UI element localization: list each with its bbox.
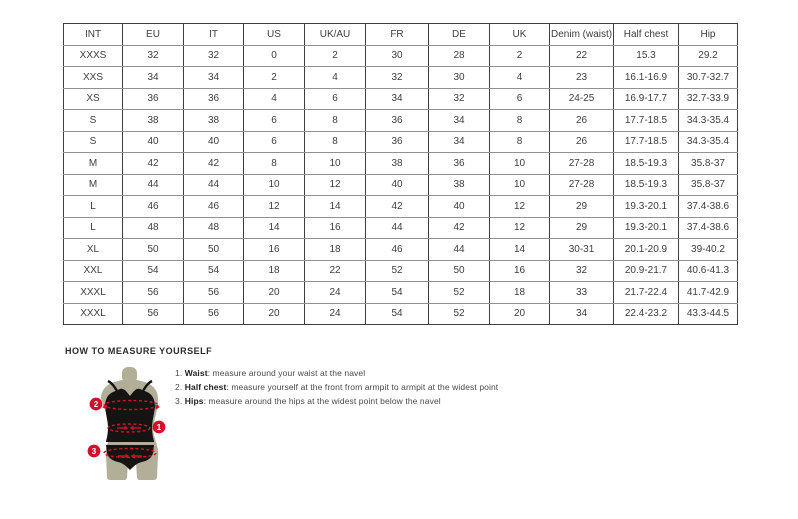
table-cell: 16 [490, 260, 550, 282]
table-cell: 21.7-22.4 [614, 282, 679, 304]
table-cell: 30 [366, 45, 429, 67]
table-cell: 26 [550, 131, 614, 153]
table-cell: 14 [244, 217, 305, 239]
table-cell: 56 [123, 282, 184, 304]
table-cell: 40 [123, 131, 184, 153]
table-cell: 41.7-42.9 [679, 282, 738, 304]
table-cell: 2 [305, 45, 366, 67]
measure-instruction-item [175, 369, 535, 379]
table-cell: 12 [305, 174, 366, 196]
size-label-cell: XXXL [64, 282, 123, 304]
table-cell: 30-31 [550, 239, 614, 261]
size-label-cell: L [64, 196, 123, 218]
table-cell: 35.8-37 [679, 174, 738, 196]
table-row [64, 217, 738, 239]
table-cell: 26 [550, 110, 614, 132]
column-header: DE [429, 24, 490, 46]
table-cell: 44 [123, 174, 184, 196]
column-header: Hip [679, 24, 738, 46]
badge-hips-number: 3 [91, 447, 97, 456]
column-header: FR [366, 24, 429, 46]
table-cell: 12 [490, 217, 550, 239]
size-label-cell: XXL [64, 260, 123, 282]
table-row [64, 110, 738, 132]
table-cell: 16.1-16.9 [614, 67, 679, 89]
table-row [64, 282, 738, 304]
column-header: INT [64, 24, 123, 46]
table-row [64, 303, 738, 325]
table-cell: 40 [366, 174, 429, 196]
table-cell: 39-40.2 [679, 239, 738, 261]
instruction-label: Waist [184, 368, 208, 378]
table-cell: 22.4-23.2 [614, 303, 679, 325]
table-cell: 34.3-35.4 [679, 131, 738, 153]
table-cell: 18 [305, 239, 366, 261]
table-cell: 42 [366, 196, 429, 218]
table-cell: 50 [429, 260, 490, 282]
table-cell: 24 [305, 282, 366, 304]
table-cell: 32 [550, 260, 614, 282]
table-cell: 50 [123, 239, 184, 261]
table-cell: 18 [490, 282, 550, 304]
table-cell: 52 [366, 260, 429, 282]
table-cell: 42 [123, 153, 184, 175]
table-cell: 22 [550, 45, 614, 67]
table-cell: 30 [429, 67, 490, 89]
table-cell: 27-28 [550, 153, 614, 175]
table-cell: 56 [184, 282, 244, 304]
table-cell: 29 [550, 196, 614, 218]
table-cell: 38 [123, 110, 184, 132]
table-cell: 0 [244, 45, 305, 67]
table-cell: 54 [366, 303, 429, 325]
instruction-text: : measure around your waist at the navel [207, 368, 366, 378]
table-cell: 12 [490, 196, 550, 218]
table-cell: 56 [123, 303, 184, 325]
table-cell: 8 [305, 131, 366, 153]
table-cell: 29.2 [679, 45, 738, 67]
table-cell: 32 [123, 45, 184, 67]
column-header: Half chest [614, 24, 679, 46]
table-cell: 54 [366, 282, 429, 304]
table-cell: 52 [429, 303, 490, 325]
table-cell: 14 [490, 239, 550, 261]
table-cell: 42 [184, 153, 244, 175]
table-row [64, 67, 738, 89]
table-cell: 20 [244, 303, 305, 325]
table-cell: 12 [244, 196, 305, 218]
table-cell: 44 [184, 174, 244, 196]
table-cell: 28 [429, 45, 490, 67]
table-cell: 40.6-41.3 [679, 260, 738, 282]
table-cell: 18 [244, 260, 305, 282]
table-cell: 32 [184, 45, 244, 67]
table-cell: 8 [244, 153, 305, 175]
table-cell: 36 [429, 153, 490, 175]
table-cell: 8 [490, 110, 550, 132]
table-row [64, 174, 738, 196]
table-cell: 37.4-38.6 [679, 196, 738, 218]
column-header: UK/AU [305, 24, 366, 46]
measure-section-title: HOW TO MEASURE YOURSELF [65, 346, 213, 356]
measure-instruction-item [175, 383, 535, 393]
instruction-label: Half chest [184, 382, 227, 392]
column-header: EU [123, 24, 184, 46]
table-cell: 42 [429, 217, 490, 239]
table-cell: 54 [184, 260, 244, 282]
table-cell: 4 [490, 67, 550, 89]
column-header: Denim (waist) [550, 24, 614, 46]
table-cell: 27-28 [550, 174, 614, 196]
table-row [64, 153, 738, 175]
size-label-cell: XL [64, 239, 123, 261]
table-cell: 6 [244, 131, 305, 153]
size-table-body [64, 45, 738, 325]
instruction-number: 2. [175, 382, 183, 392]
table-cell: 6 [305, 88, 366, 110]
table-cell: 40 [184, 131, 244, 153]
table-cell: 46 [184, 196, 244, 218]
instruction-number: 1. [175, 368, 183, 378]
table-row [64, 239, 738, 261]
table-cell: 46 [123, 196, 184, 218]
table-cell: 2 [490, 45, 550, 67]
table-cell: 10 [490, 174, 550, 196]
column-header: IT [184, 24, 244, 46]
size-chart [63, 23, 738, 325]
table-cell: 50 [184, 239, 244, 261]
instruction-text: : measure around the hips at the widest point below the navel [203, 396, 441, 406]
table-cell: 15.3 [614, 45, 679, 67]
table-cell: 20 [490, 303, 550, 325]
table-cell: 36 [184, 88, 244, 110]
table-cell: 4 [244, 88, 305, 110]
table-cell: 36 [366, 110, 429, 132]
table-cell: 6 [490, 88, 550, 110]
table-cell: 54 [123, 260, 184, 282]
table-cell: 8 [490, 131, 550, 153]
size-label-cell: XXXS [64, 45, 123, 67]
table-cell: 36 [123, 88, 184, 110]
table-cell: 34 [550, 303, 614, 325]
table-cell: 38 [184, 110, 244, 132]
table-cell: 16 [244, 239, 305, 261]
badge-waist-number: 1 [156, 423, 162, 432]
size-table [63, 23, 738, 325]
table-cell: 34 [184, 67, 244, 89]
table-cell: 19.3-20.1 [614, 217, 679, 239]
table-cell: 20.1-20.9 [614, 239, 679, 261]
instruction-label: Hips [184, 396, 204, 406]
table-cell: 20 [244, 282, 305, 304]
table-cell: 38 [366, 153, 429, 175]
table-cell: 43.3-44.5 [679, 303, 738, 325]
table-cell: 34 [366, 88, 429, 110]
table-cell: 10 [244, 174, 305, 196]
table-cell: 22 [305, 260, 366, 282]
measure-instructions [175, 369, 535, 411]
table-cell: 48 [123, 217, 184, 239]
size-label-cell: M [64, 153, 123, 175]
size-label-cell: L [64, 217, 123, 239]
table-cell: 10 [305, 153, 366, 175]
column-header: UK [490, 24, 550, 46]
column-header: US [244, 24, 305, 46]
measure-instruction-item [175, 397, 535, 407]
table-cell: 34.3-35.4 [679, 110, 738, 132]
size-label-cell: M [64, 174, 123, 196]
table-cell: 34 [429, 110, 490, 132]
instruction-number: 3. [175, 396, 183, 406]
table-cell: 17.7-18.5 [614, 131, 679, 153]
table-cell: 14 [305, 196, 366, 218]
table-header-row [64, 24, 738, 46]
instruction-text: : measure yourself at the front from armpit to armpit at the widest point [226, 382, 499, 392]
table-cell: 16 [305, 217, 366, 239]
table-cell: 37.4-38.6 [679, 217, 738, 239]
table-cell: 36 [366, 131, 429, 153]
table-cell: 24-25 [550, 88, 614, 110]
table-cell: 32 [366, 67, 429, 89]
table-cell: 17.7-18.5 [614, 110, 679, 132]
table-row [64, 88, 738, 110]
table-cell: 2 [244, 67, 305, 89]
size-label-cell: XS [64, 88, 123, 110]
table-cell: 23 [550, 67, 614, 89]
table-cell: 8 [305, 110, 366, 132]
badge-chest [90, 398, 103, 411]
table-cell: 19.3-20.1 [614, 196, 679, 218]
table-cell: 46 [366, 239, 429, 261]
table-cell: 6 [244, 110, 305, 132]
table-cell: 48 [184, 217, 244, 239]
table-cell: 32 [429, 88, 490, 110]
table-cell: 44 [366, 217, 429, 239]
table-row [64, 131, 738, 153]
table-cell: 44 [429, 239, 490, 261]
table-cell: 32.7-33.9 [679, 88, 738, 110]
table-cell: 33 [550, 282, 614, 304]
table-cell: 34 [123, 67, 184, 89]
table-cell: 20.9-21.7 [614, 260, 679, 282]
table-cell: 29 [550, 217, 614, 239]
badge-hips [88, 445, 101, 458]
table-cell: 18.5-19.3 [614, 153, 679, 175]
size-label-cell: S [64, 131, 123, 153]
table-cell: 4 [305, 67, 366, 89]
table-cell: 18.5-19.3 [614, 174, 679, 196]
table-row [64, 260, 738, 282]
badge-waist [153, 421, 166, 434]
table-cell: 40 [429, 196, 490, 218]
table-cell: 35.8-37 [679, 153, 738, 175]
table-cell: 10 [490, 153, 550, 175]
size-label-cell: S [64, 110, 123, 132]
table-row [64, 196, 738, 218]
size-label-cell: XXS [64, 67, 123, 89]
table-cell: 38 [429, 174, 490, 196]
table-cell: 34 [429, 131, 490, 153]
size-label-cell: XXXL [64, 303, 123, 325]
size-table-header [64, 24, 738, 46]
table-cell: 24 [305, 303, 366, 325]
table-cell: 56 [184, 303, 244, 325]
badge-chest-number: 2 [93, 400, 99, 409]
camisole-garment [105, 389, 155, 442]
table-cell: 16.9-17.7 [614, 88, 679, 110]
table-cell: 30.7-32.7 [679, 67, 738, 89]
table-cell: 52 [429, 282, 490, 304]
table-row [64, 45, 738, 67]
